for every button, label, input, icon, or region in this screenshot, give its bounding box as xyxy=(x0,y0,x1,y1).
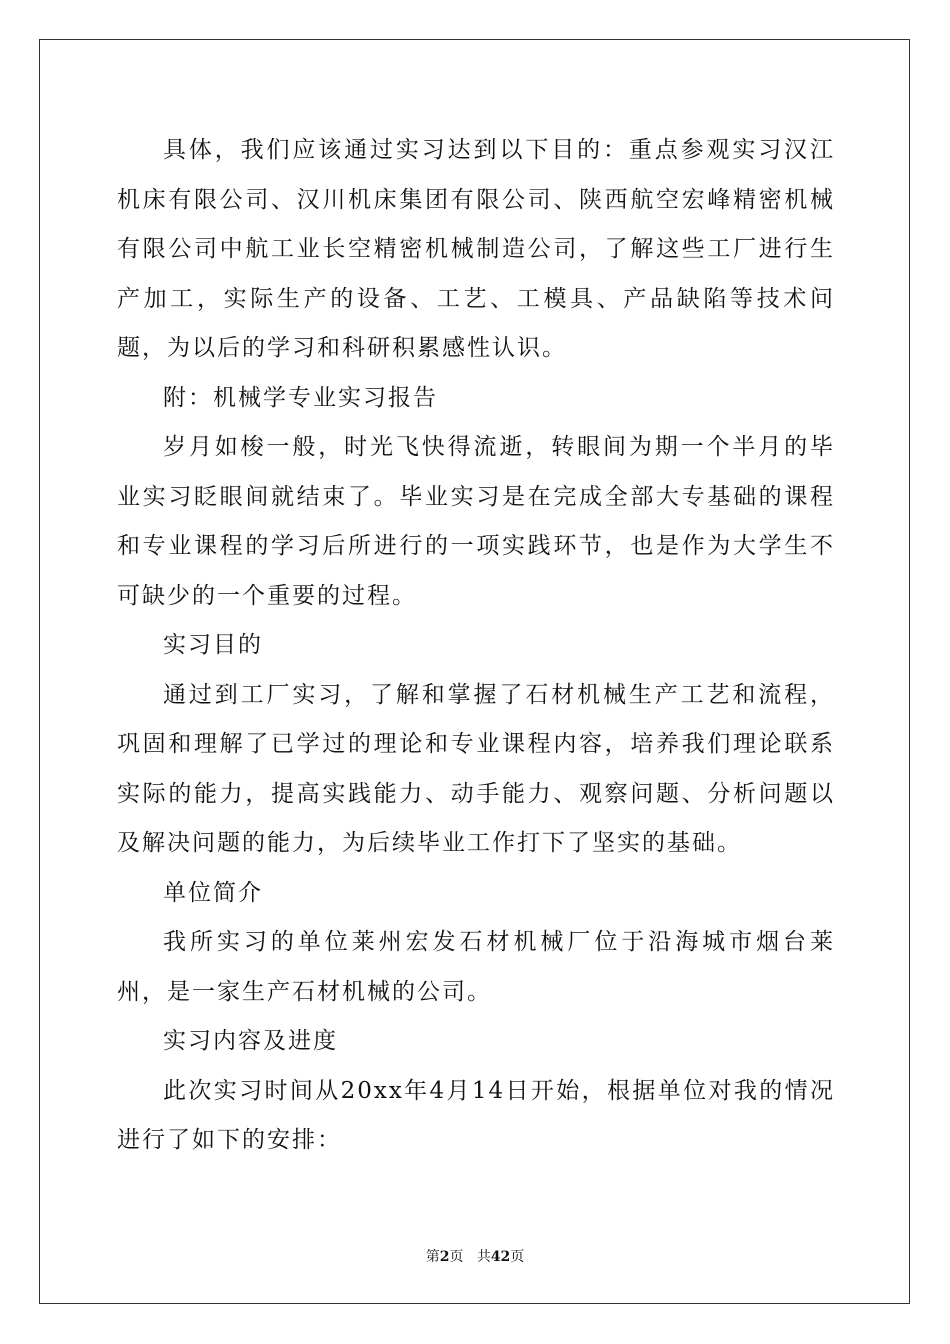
page-footer xyxy=(0,1246,950,1266)
page-prefix: 第 xyxy=(425,1249,440,1265)
paragraph-content: 此次实习时间从20xx年4月14日开始，根据单位对我的情况进行了如下的安排： xyxy=(117,1077,835,1153)
heading-content: 实习内容及进度 xyxy=(163,1028,338,1054)
document-body xyxy=(117,126,835,1166)
heading-company: 单位简介 xyxy=(163,879,263,906)
heading-purpose: 实习目的 xyxy=(163,632,263,658)
total-pages: 42 xyxy=(490,1249,511,1265)
paragraph-purpose: 通过到工厂实习，了解和掌握了石材机械生产工艺和流程，巩固和理解了已学过的理论和专业课程内容，培养我们理论联系实际的能力，提高实践能力、动手能力、观察问题、分析问题以及解决问题的能力，为后续毕业工作打下了坚实的基础。 xyxy=(117,681,835,856)
total-prefix: 共 xyxy=(476,1249,491,1265)
paragraph-company: 我所实习的单位莱州宏发石材机械厂位于沿海城市烟台莱州，是一家生产石材机械的公司。 xyxy=(117,929,835,1005)
page-suffix: 页 xyxy=(449,1249,464,1265)
paragraph-goals: 具体，我们应该通过实习达到以下目的：重点参观实习汉江机床有限公司、汉川机床集团有限公司、陕西航空宏峰精密机械有限公司中航工业长空精密机械制造公司，了解这些工厂进行生产加工，实际生产的设备、工艺、工模具、产品缺陷等技术问题，为以后的学习和科研积累感性认识。 xyxy=(117,137,835,361)
paragraph-intro: 岁月如梭一般，时光飞快得流逝，转眼间为期一个半月的毕业实习眨眼间就结束了。毕业实习是在完成全部大专基础的课程和专业课程的学习后所进行的一项实践环节，也是作为大学生不可缺少的一个重要的过程。 xyxy=(117,434,835,609)
page-number: 2 xyxy=(439,1249,450,1265)
heading-appendix: 附：机械学专业实习报告 xyxy=(163,384,438,411)
total-suffix: 页 xyxy=(510,1249,525,1265)
